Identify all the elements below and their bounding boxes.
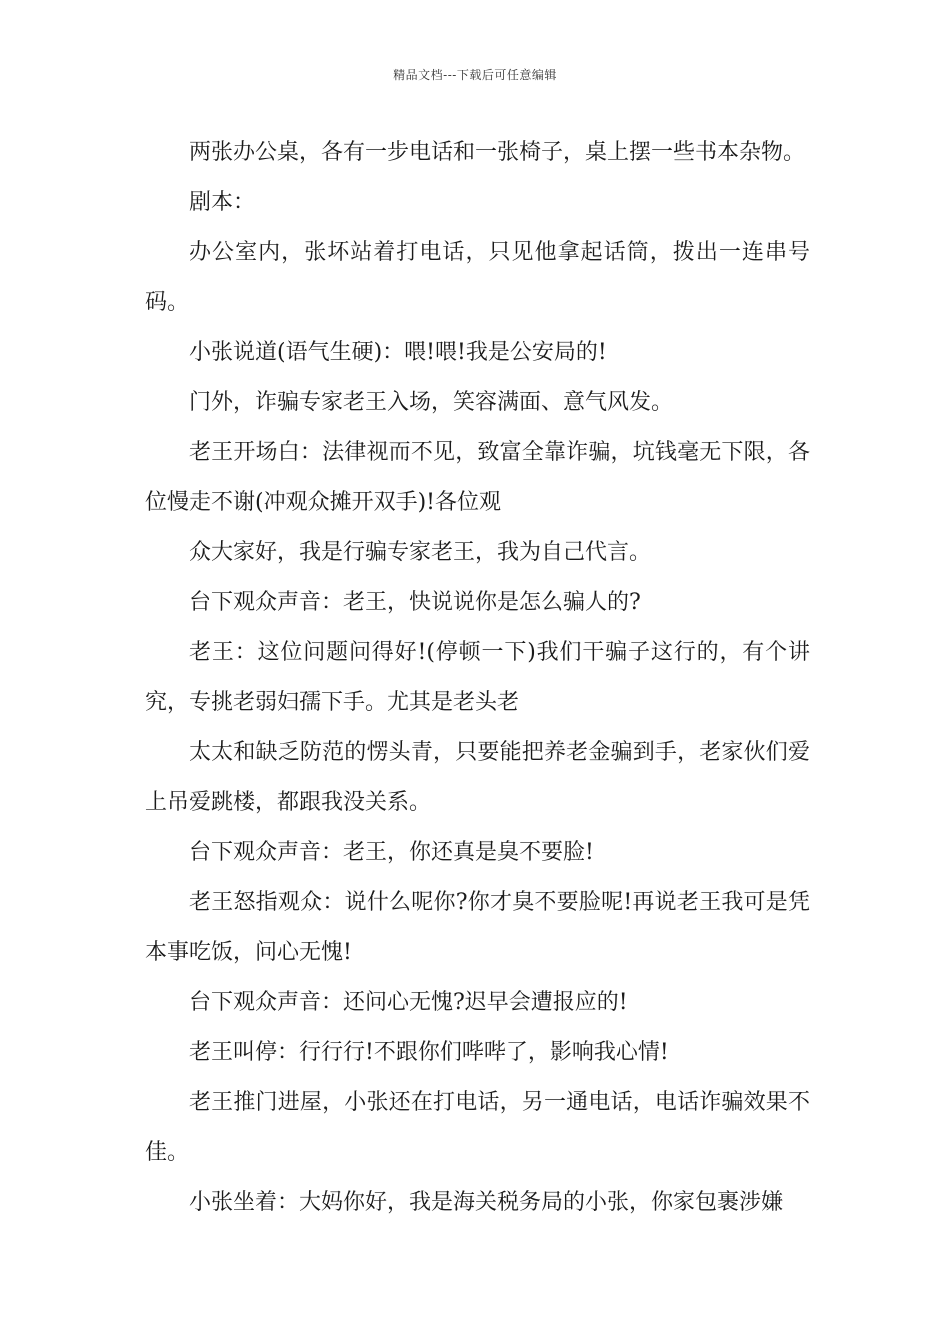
paragraph: 老王怒指观众：说什么呢你?你才臭不要脸呢!再说老王我可是凭本事吃饭，问心无愧! (145, 890, 810, 965)
paragraph: 两张办公桌，各有一步电话和一张椅子，桌上摆一些书本杂物。 (189, 140, 806, 165)
paragraph: 老王开场白：法律视而不见，致富全靠诈骗，坑钱毫无下限，各位慢走不谢(冲观众摊开双手)!各位观 (145, 440, 810, 515)
paragraph: 台下观众声音：老王，快说说你是怎么骗人的? (189, 590, 641, 615)
paragraph: 台下观众声音：老王，你还真是臭不要脸! (189, 840, 594, 865)
paragraph: 小张说道(语气生硬)：喂!喂!我是公安局的! (189, 340, 607, 365)
document-body (145, 128, 810, 1228)
paragraph: 剧本： (189, 190, 256, 215)
paragraph: 老王推门进屋，小张还在打电话，另一通电话，电话诈骗效果不佳。 (145, 1090, 810, 1165)
paragraph: 小张坐着：大妈你好，我是海关税务局的小张，你家包裹涉嫌 (189, 1190, 784, 1215)
page-header: 精品文档---下载后可任意编辑 (393, 68, 557, 82)
paragraph: 老王叫停：行行行!不跟你们哔哔了，影响我心情! (189, 1040, 669, 1065)
paragraph: 办公室内，张坏站着打电话，只见他拿起话筒，拨出一连串号码。 (145, 240, 810, 315)
paragraph: 门外，诈骗专家老王入场，笑容满面、意气风发。 (189, 390, 674, 415)
paragraph: 台下观众声音：还问心无愧?迟早会遭报应的! (189, 990, 628, 1015)
paragraph: 老王：这位问题问得好!(停顿一下)我们干骗子这行的，有个讲究，专挑老弱妇孺下手。尤其是老头老 (145, 640, 810, 715)
paragraph: 众大家好，我是行骗专家老王，我为自己代言。 (189, 540, 652, 565)
paragraph: 太太和缺乏防范的愣头青，只要能把养老金骗到手，老家伙们爱上吊爱跳楼，都跟我没关系。 (145, 740, 810, 815)
